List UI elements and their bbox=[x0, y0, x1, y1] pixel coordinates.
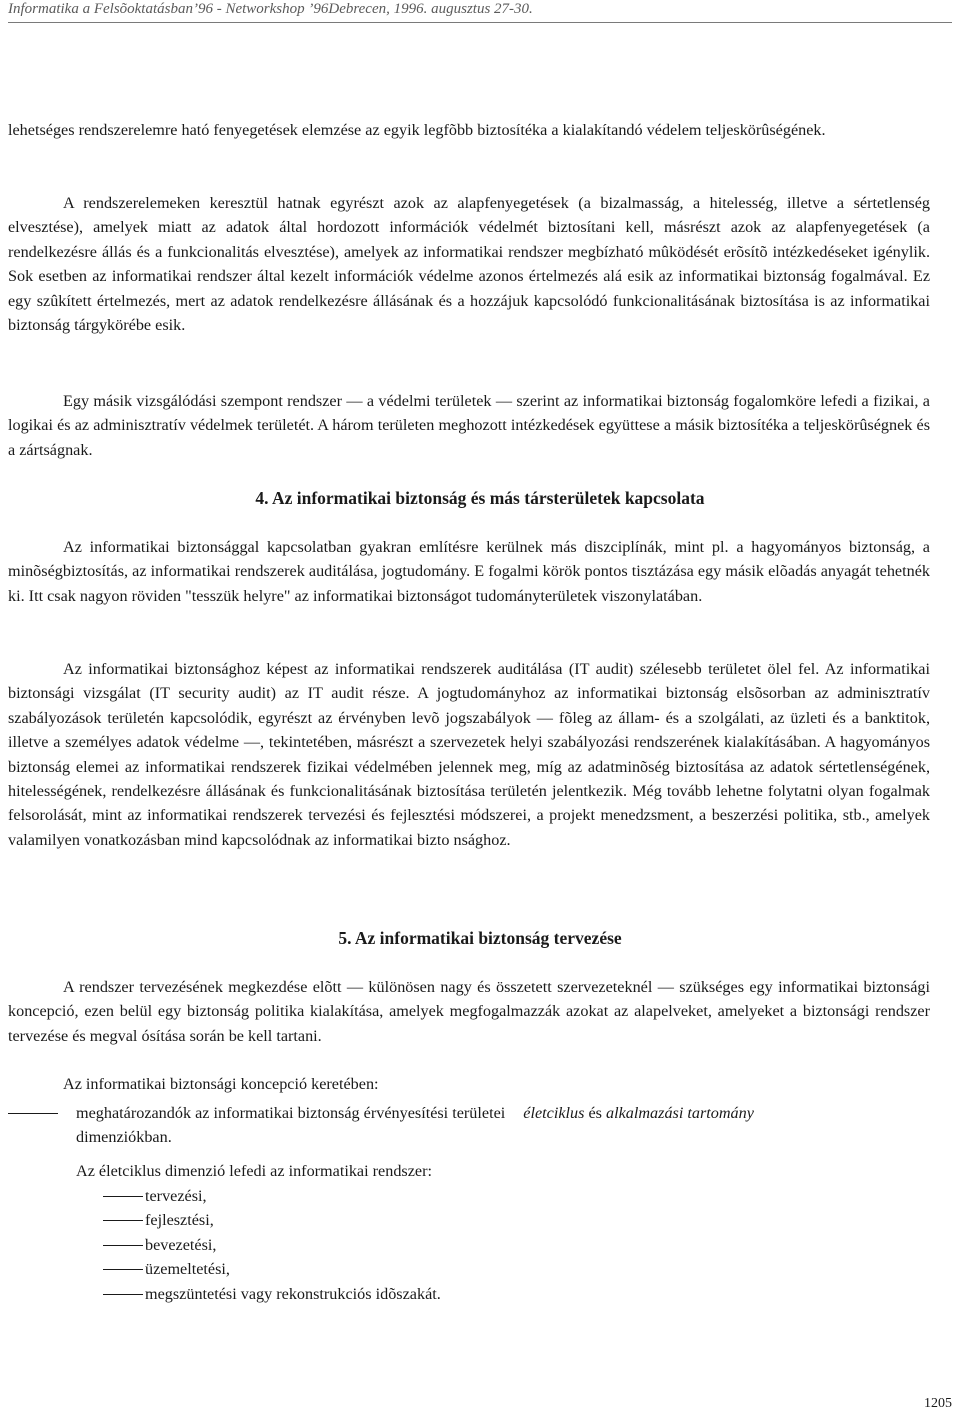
dash-bullet bbox=[103, 1269, 143, 1270]
lifecycle-item: bevezetési, bbox=[145, 1236, 217, 1254]
dash-bullet bbox=[103, 1245, 143, 1246]
conjunction: és bbox=[588, 1104, 602, 1122]
lifecycle-term: életciklus bbox=[523, 1104, 585, 1122]
section-heading-4: 4. Az informatikai biztonság és más társterületek kapcsolata bbox=[255, 488, 705, 508]
lifecycle-item: fejlesztési, bbox=[145, 1211, 214, 1229]
dash-bullet bbox=[103, 1294, 143, 1295]
paragraph-it-audit: Az informatikai biztonsághoz képest az informatikai rendszerek auditálása (IT audit) szélesebb területet ölel fel. Az informatikai biztonsági vizsgálat (IT security audit) az IT audit része. A jogtudományhoz az informatikai biztonság elsõsorban az adminisztratív szabályozások területén kapcsolódik, egyrészt az érvényben levõ jogszabályok — fõleg az állam- és a szolgálati, az üzleti és a banktitok, illetve a személyes adatok védelme —, tekintetében, másrészt a szervezetek helyi szabályozási rendszerének kialakításában. A hagyományos biztonság elemei az informatikai rendszerek fizikai védelmében jelennek meg, míg az adatminõség biztosítása az adatok sértetlenségének, hitelességének, rendelkezésre állásának és funkcionalitásának biztosítása területén jelentkezik. Még tovább lehetne folytatni olyan fogalmak felsorolását, mint az informatikai rendszerek tervezési és fejlesztési módszerei, a projekt menedzsment, a beszerzési politika, stb., amelyek valamilyen vonatkozásban mind kapcsolódnak az informatikai bizto nsághoz. bbox=[8, 660, 930, 849]
lifecycle-item: megszüntetési vagy rekonstrukciós idõszakát. bbox=[145, 1285, 441, 1303]
dash-bullet bbox=[103, 1220, 143, 1221]
paragraph-security-concept: A rendszer tervezésének megkezdése elõtt — különösen nagy és összetett szervezeteknél — szükséges egy informatikai biztonsági koncepció, ezen belül egy biztonság politika kialakítása, amelyek megfogalmazzák azokat az alapelveket, amelyeket a biztonsági rendszer tervezése és megval ósítása során be kell tartani. bbox=[8, 978, 930, 1045]
page-number: 1205 bbox=[924, 1396, 952, 1411]
running-header: Informatika a Felsõoktatásban’96 - Networkshop ’96Debrecen, 1996. augusztus 27-30. bbox=[8, 0, 952, 23]
paragraph-protection-areas: Egy másik vizsgálódási szempont rendszer — a védelmi területek — szerint az informatikai biztonság fogalomköre lefedi a fizikai, a logikai és az adminisztratív védelmek területét. A három területen meghozott intézkedések együttese a másik biztosítéka a teljeskörûségnek és a zártságnak. bbox=[8, 392, 930, 459]
concept-bullet-continuation: dimenziókban. bbox=[76, 1128, 172, 1146]
section-heading-5: 5. Az informatikai biztonság tervezése bbox=[338, 928, 622, 948]
paragraph-base-threats: A rendszerelemeken keresztül hatnak egyrészt azok az alapfenyegetések (a bizalmasság, a hitelesség, illetve a sértetlenség elvesztése), amelyek miatt az adatok által hordozott információk védelmét biztosítani kell, másrészt azok az alapfenyegetések (a rendelkezésre állás és a funkcionalitás elvesztése), amelyek az informatikai rendszer megbízható mûködését erõsítõ intézkedéseket igénylik. Sok esetben az informatikai rendszer által kezelt információk védelme azonos értelmezés alá esik az informatikai biztonság fogalmával. Ez egy szûkített értelmezés, mert az adatok rendelkezésre állásának és a hozzájuk kapcsolódó funkcionalitásának biztosítása is az informatikai biztonság tárgykörébe esik. bbox=[8, 194, 930, 335]
concept-intro: Az informatikai biztonsági koncepció keretében: bbox=[63, 1075, 379, 1093]
dash-bullet bbox=[8, 1113, 58, 1114]
bullet-text-part-a: meghatározandók az informatikai biztonság érvényesítési területei bbox=[76, 1104, 506, 1122]
lifecycle-item: üzemeltetési, bbox=[145, 1260, 230, 1278]
dash-bullet bbox=[103, 1196, 143, 1197]
lifecycle-intro: Az életciklus dimenzió lefedi az informatikai rendszer: bbox=[76, 1162, 432, 1180]
lifecycle-item: tervezési, bbox=[145, 1187, 207, 1205]
paragraph-threat-analysis: lehetséges rendszerelemre ható fenyegetések elemzése az egyik legfõbb biztosítéka a kialakítandó védelem teljeskörûségének. bbox=[8, 121, 826, 139]
paragraph-related-disciplines: Az informatikai biztonsággal kapcsolatban gyakran említésre kerülnek más diszciplínák, mint pl. a hagyományos biztonság, a minõségbiztosítás, az informatikai rendszerek auditálása, jogtudomány. E fogalmi körök pontos tisztázása egy másik elõadás anyagát tehetnék ki. Itt csak nagyon röviden "tesszük helyre" az informatikai biztonságot tudományterületek viszonylatában. bbox=[8, 538, 930, 605]
concept-bullet-text bbox=[76, 1101, 754, 1125]
application-domain-term: alkalmazási tartomány bbox=[606, 1104, 754, 1122]
